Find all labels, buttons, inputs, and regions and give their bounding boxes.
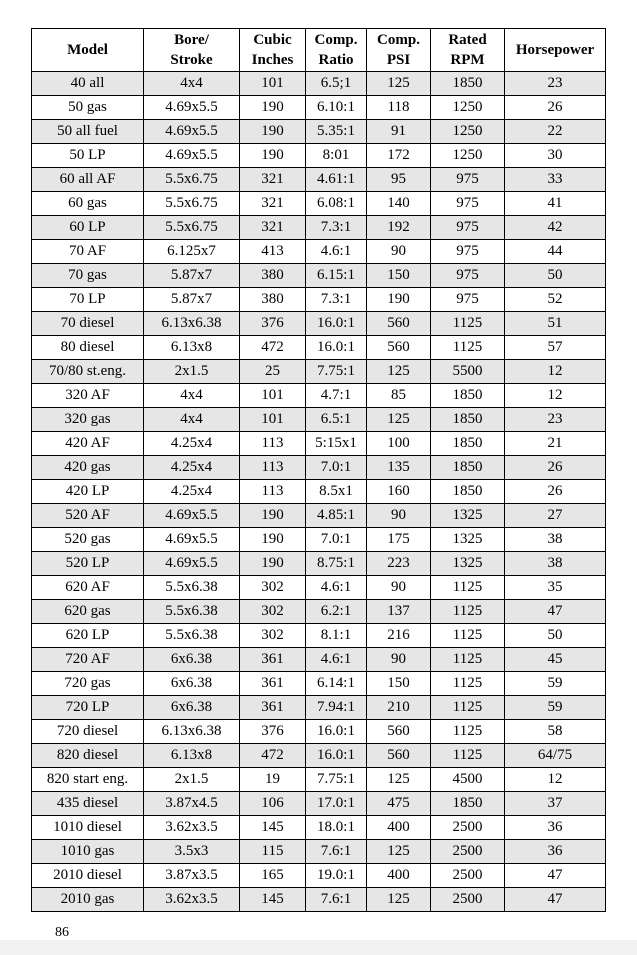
cell-comp-ratio: 16.0:1 bbox=[306, 336, 367, 360]
cell-model: 50 gas bbox=[32, 96, 144, 120]
table-row bbox=[32, 408, 606, 432]
cell-comp-psi: 400 bbox=[367, 864, 431, 888]
table-row bbox=[32, 168, 606, 192]
cell-rated-rpm: 1125 bbox=[431, 744, 505, 768]
header-horsepower: Horsepower bbox=[505, 29, 606, 72]
header-model: Model bbox=[32, 29, 144, 72]
cell-rated-rpm: 1125 bbox=[431, 576, 505, 600]
cell-bore-stroke: 5.87x7 bbox=[144, 288, 240, 312]
cell-comp-psi: 125 bbox=[367, 72, 431, 96]
cell-comp-psi: 90 bbox=[367, 504, 431, 528]
cell-comp-ratio: 4.6:1 bbox=[306, 240, 367, 264]
table-row bbox=[32, 624, 606, 648]
cell-comp-psi: 172 bbox=[367, 144, 431, 168]
cell-rated-rpm: 1325 bbox=[431, 528, 505, 552]
cell-model: 820 diesel bbox=[32, 744, 144, 768]
table-row bbox=[32, 72, 606, 96]
cell-comp-ratio: 6.5:1 bbox=[306, 408, 367, 432]
cell-horsepower: 36 bbox=[505, 840, 606, 864]
cell-rated-rpm: 975 bbox=[431, 240, 505, 264]
cell-cubic-inches: 472 bbox=[240, 744, 306, 768]
cell-rated-rpm: 1125 bbox=[431, 672, 505, 696]
cell-comp-psi: 85 bbox=[367, 384, 431, 408]
table-row bbox=[32, 672, 606, 696]
table-row bbox=[32, 528, 606, 552]
cell-model: 60 all AF bbox=[32, 168, 144, 192]
cell-comp-psi: 475 bbox=[367, 792, 431, 816]
header-rated-rpm: Rated RPM bbox=[431, 29, 505, 72]
cell-bore-stroke: 6.13x6.38 bbox=[144, 312, 240, 336]
table-row bbox=[32, 720, 606, 744]
table-row bbox=[32, 576, 606, 600]
cell-model: 70 diesel bbox=[32, 312, 144, 336]
table-row bbox=[32, 888, 606, 912]
table-row bbox=[32, 744, 606, 768]
cell-comp-psi: 560 bbox=[367, 744, 431, 768]
cell-horsepower: 52 bbox=[505, 288, 606, 312]
cell-horsepower: 12 bbox=[505, 384, 606, 408]
cell-cubic-inches: 361 bbox=[240, 696, 306, 720]
cell-model: 420 LP bbox=[32, 480, 144, 504]
cell-bore-stroke: 5.5x6.75 bbox=[144, 216, 240, 240]
cell-horsepower: 41 bbox=[505, 192, 606, 216]
cell-model: 60 LP bbox=[32, 216, 144, 240]
cell-rated-rpm: 1250 bbox=[431, 96, 505, 120]
cell-bore-stroke: 5.5x6.38 bbox=[144, 576, 240, 600]
cell-comp-ratio: 7.94:1 bbox=[306, 696, 367, 720]
engine-specifications-table bbox=[31, 28, 606, 912]
cell-rated-rpm: 4500 bbox=[431, 768, 505, 792]
cell-rated-rpm: 2500 bbox=[431, 888, 505, 912]
cell-rated-rpm: 2500 bbox=[431, 816, 505, 840]
cell-model: 320 gas bbox=[32, 408, 144, 432]
cell-rated-rpm: 1125 bbox=[431, 648, 505, 672]
cell-cubic-inches: 321 bbox=[240, 216, 306, 240]
cell-bore-stroke: 6.125x7 bbox=[144, 240, 240, 264]
cell-horsepower: 27 bbox=[505, 504, 606, 528]
cell-cubic-inches: 106 bbox=[240, 792, 306, 816]
cell-comp-psi: 125 bbox=[367, 888, 431, 912]
cell-horsepower: 59 bbox=[505, 696, 606, 720]
cell-bore-stroke: 4.25x4 bbox=[144, 480, 240, 504]
cell-rated-rpm: 1850 bbox=[431, 432, 505, 456]
cell-bore-stroke: 4.69x5.5 bbox=[144, 96, 240, 120]
cell-comp-ratio: 18.0:1 bbox=[306, 816, 367, 840]
cell-bore-stroke: 3.87x4.5 bbox=[144, 792, 240, 816]
cell-model: 2010 diesel bbox=[32, 864, 144, 888]
table-header-row bbox=[32, 29, 606, 72]
cell-comp-psi: 90 bbox=[367, 576, 431, 600]
cell-cubic-inches: 190 bbox=[240, 120, 306, 144]
cell-horsepower: 12 bbox=[505, 360, 606, 384]
cell-comp-psi: 100 bbox=[367, 432, 431, 456]
cell-comp-ratio: 16.0:1 bbox=[306, 312, 367, 336]
cell-cubic-inches: 19 bbox=[240, 768, 306, 792]
cell-rated-rpm: 1850 bbox=[431, 408, 505, 432]
cell-bore-stroke: 4.25x4 bbox=[144, 432, 240, 456]
cell-model: 40 all bbox=[32, 72, 144, 96]
cell-comp-psi: 175 bbox=[367, 528, 431, 552]
cell-rated-rpm: 1850 bbox=[431, 384, 505, 408]
cell-horsepower: 47 bbox=[505, 864, 606, 888]
cell-cubic-inches: 190 bbox=[240, 504, 306, 528]
cell-horsepower: 22 bbox=[505, 120, 606, 144]
page-number: 86 bbox=[55, 925, 69, 940]
cell-model: 520 gas bbox=[32, 528, 144, 552]
cell-cubic-inches: 361 bbox=[240, 648, 306, 672]
cell-horsepower: 58 bbox=[505, 720, 606, 744]
cell-bore-stroke: 3.5x3 bbox=[144, 840, 240, 864]
page-bottom-edge bbox=[0, 940, 637, 955]
cell-comp-ratio: 4.85:1 bbox=[306, 504, 367, 528]
cell-comp-ratio: 7.0:1 bbox=[306, 528, 367, 552]
cell-comp-ratio: 6.2:1 bbox=[306, 600, 367, 624]
cell-cubic-inches: 376 bbox=[240, 720, 306, 744]
cell-horsepower: 51 bbox=[505, 312, 606, 336]
cell-rated-rpm: 1125 bbox=[431, 600, 505, 624]
cell-cubic-inches: 413 bbox=[240, 240, 306, 264]
table-row bbox=[32, 264, 606, 288]
cell-comp-ratio: 7.0:1 bbox=[306, 456, 367, 480]
cell-comp-ratio: 6.5;1 bbox=[306, 72, 367, 96]
cell-rated-rpm: 975 bbox=[431, 216, 505, 240]
cell-bore-stroke: 6x6.38 bbox=[144, 648, 240, 672]
cell-comp-ratio: 6.14:1 bbox=[306, 672, 367, 696]
cell-rated-rpm: 975 bbox=[431, 264, 505, 288]
cell-horsepower: 44 bbox=[505, 240, 606, 264]
table-row bbox=[32, 96, 606, 120]
cell-comp-ratio: 4.61:1 bbox=[306, 168, 367, 192]
cell-model: 620 AF bbox=[32, 576, 144, 600]
cell-comp-psi: 560 bbox=[367, 720, 431, 744]
cell-comp-ratio: 16.0:1 bbox=[306, 744, 367, 768]
cell-model: 435 diesel bbox=[32, 792, 144, 816]
cell-bore-stroke: 4x4 bbox=[144, 408, 240, 432]
cell-cubic-inches: 145 bbox=[240, 816, 306, 840]
table-row bbox=[32, 360, 606, 384]
table-row bbox=[32, 456, 606, 480]
cell-comp-psi: 400 bbox=[367, 816, 431, 840]
cell-model: 70 LP bbox=[32, 288, 144, 312]
cell-bore-stroke: 6.13x8 bbox=[144, 744, 240, 768]
cell-horsepower: 23 bbox=[505, 72, 606, 96]
cell-model: 2010 gas bbox=[32, 888, 144, 912]
cell-model: 820 start eng. bbox=[32, 768, 144, 792]
cell-bore-stroke: 4.69x5.5 bbox=[144, 528, 240, 552]
cell-bore-stroke: 6x6.38 bbox=[144, 696, 240, 720]
cell-cubic-inches: 165 bbox=[240, 864, 306, 888]
cell-comp-ratio: 17.0:1 bbox=[306, 792, 367, 816]
cell-bore-stroke: 4.69x5.5 bbox=[144, 120, 240, 144]
cell-comp-ratio: 5:15x1 bbox=[306, 432, 367, 456]
cell-rated-rpm: 1125 bbox=[431, 336, 505, 360]
cell-rated-rpm: 975 bbox=[431, 168, 505, 192]
cell-rated-rpm: 1125 bbox=[431, 720, 505, 744]
cell-comp-psi: 140 bbox=[367, 192, 431, 216]
cell-bore-stroke: 5.5x6.38 bbox=[144, 624, 240, 648]
cell-model: 50 all fuel bbox=[32, 120, 144, 144]
cell-bore-stroke: 4.25x4 bbox=[144, 456, 240, 480]
cell-cubic-inches: 115 bbox=[240, 840, 306, 864]
cell-comp-psi: 95 bbox=[367, 168, 431, 192]
cell-rated-rpm: 1850 bbox=[431, 72, 505, 96]
cell-comp-psi: 125 bbox=[367, 840, 431, 864]
cell-comp-ratio: 7.3:1 bbox=[306, 288, 367, 312]
cell-cubic-inches: 361 bbox=[240, 672, 306, 696]
cell-comp-ratio: 8:01 bbox=[306, 144, 367, 168]
cell-cubic-inches: 302 bbox=[240, 600, 306, 624]
table-row bbox=[32, 552, 606, 576]
cell-horsepower: 57 bbox=[505, 336, 606, 360]
cell-rated-rpm: 5500 bbox=[431, 360, 505, 384]
cell-bore-stroke: 2x1.5 bbox=[144, 768, 240, 792]
cell-bore-stroke: 6.13x8 bbox=[144, 336, 240, 360]
table-row bbox=[32, 240, 606, 264]
cell-model: 80 diesel bbox=[32, 336, 144, 360]
cell-model: 420 gas bbox=[32, 456, 144, 480]
cell-cubic-inches: 190 bbox=[240, 528, 306, 552]
cell-cubic-inches: 376 bbox=[240, 312, 306, 336]
cell-model: 1010 diesel bbox=[32, 816, 144, 840]
table-row bbox=[32, 600, 606, 624]
cell-rated-rpm: 1850 bbox=[431, 456, 505, 480]
table-row bbox=[32, 120, 606, 144]
cell-comp-psi: 160 bbox=[367, 480, 431, 504]
cell-rated-rpm: 2500 bbox=[431, 864, 505, 888]
cell-rated-rpm: 1125 bbox=[431, 312, 505, 336]
cell-model: 520 AF bbox=[32, 504, 144, 528]
cell-bore-stroke: 3.87x3.5 bbox=[144, 864, 240, 888]
cell-horsepower: 33 bbox=[505, 168, 606, 192]
cell-comp-psi: 216 bbox=[367, 624, 431, 648]
cell-cubic-inches: 190 bbox=[240, 96, 306, 120]
cell-comp-ratio: 16.0:1 bbox=[306, 720, 367, 744]
cell-model: 720 diesel bbox=[32, 720, 144, 744]
cell-comp-psi: 150 bbox=[367, 672, 431, 696]
cell-comp-psi: 150 bbox=[367, 264, 431, 288]
cell-comp-ratio: 4.7:1 bbox=[306, 384, 367, 408]
cell-cubic-inches: 321 bbox=[240, 168, 306, 192]
cell-rated-rpm: 2500 bbox=[431, 840, 505, 864]
table-row bbox=[32, 792, 606, 816]
cell-bore-stroke: 5.87x7 bbox=[144, 264, 240, 288]
cell-horsepower: 30 bbox=[505, 144, 606, 168]
cell-comp-ratio: 7.75:1 bbox=[306, 768, 367, 792]
cell-comp-ratio: 8.75:1 bbox=[306, 552, 367, 576]
cell-bore-stroke: 6x6.38 bbox=[144, 672, 240, 696]
table-row bbox=[32, 384, 606, 408]
table-row bbox=[32, 696, 606, 720]
header-bore-stroke: Bore/ Stroke bbox=[144, 29, 240, 72]
cell-cubic-inches: 113 bbox=[240, 432, 306, 456]
cell-horsepower: 38 bbox=[505, 552, 606, 576]
cell-cubic-inches: 380 bbox=[240, 264, 306, 288]
cell-comp-ratio: 7.3:1 bbox=[306, 216, 367, 240]
cell-comp-psi: 125 bbox=[367, 408, 431, 432]
cell-model: 60 gas bbox=[32, 192, 144, 216]
cell-horsepower: 26 bbox=[505, 480, 606, 504]
cell-rated-rpm: 1125 bbox=[431, 696, 505, 720]
cell-horsepower: 35 bbox=[505, 576, 606, 600]
cell-rated-rpm: 1125 bbox=[431, 624, 505, 648]
header-comp-psi: Comp. PSI bbox=[367, 29, 431, 72]
cell-horsepower: 64/75 bbox=[505, 744, 606, 768]
cell-horsepower: 47 bbox=[505, 600, 606, 624]
table-row bbox=[32, 216, 606, 240]
cell-comp-psi: 135 bbox=[367, 456, 431, 480]
cell-rated-rpm: 975 bbox=[431, 192, 505, 216]
cell-horsepower: 36 bbox=[505, 816, 606, 840]
cell-horsepower: 50 bbox=[505, 624, 606, 648]
cell-model: 420 AF bbox=[32, 432, 144, 456]
cell-rated-rpm: 1325 bbox=[431, 552, 505, 576]
cell-horsepower: 50 bbox=[505, 264, 606, 288]
cell-cubic-inches: 101 bbox=[240, 72, 306, 96]
table-row bbox=[32, 504, 606, 528]
cell-horsepower: 38 bbox=[505, 528, 606, 552]
cell-rated-rpm: 975 bbox=[431, 288, 505, 312]
cell-model: 70 AF bbox=[32, 240, 144, 264]
cell-horsepower: 45 bbox=[505, 648, 606, 672]
cell-model: 720 AF bbox=[32, 648, 144, 672]
cell-horsepower: 47 bbox=[505, 888, 606, 912]
cell-comp-ratio: 19.0:1 bbox=[306, 864, 367, 888]
cell-comp-psi: 90 bbox=[367, 648, 431, 672]
table-row bbox=[32, 816, 606, 840]
cell-comp-psi: 90 bbox=[367, 240, 431, 264]
cell-comp-ratio: 6.10:1 bbox=[306, 96, 367, 120]
cell-model: 70/80 st.eng. bbox=[32, 360, 144, 384]
cell-rated-rpm: 1250 bbox=[431, 120, 505, 144]
cell-bore-stroke: 3.62x3.5 bbox=[144, 888, 240, 912]
cell-bore-stroke: 4x4 bbox=[144, 72, 240, 96]
table-row bbox=[32, 288, 606, 312]
cell-rated-rpm: 1325 bbox=[431, 504, 505, 528]
cell-cubic-inches: 101 bbox=[240, 408, 306, 432]
cell-horsepower: 12 bbox=[505, 768, 606, 792]
cell-bore-stroke: 2x1.5 bbox=[144, 360, 240, 384]
cell-bore-stroke: 3.62x3.5 bbox=[144, 816, 240, 840]
cell-horsepower: 23 bbox=[505, 408, 606, 432]
cell-comp-ratio: 7.6:1 bbox=[306, 840, 367, 864]
cell-comp-psi: 91 bbox=[367, 120, 431, 144]
cell-bore-stroke: 4.69x5.5 bbox=[144, 144, 240, 168]
cell-model: 70 gas bbox=[32, 264, 144, 288]
cell-comp-psi: 190 bbox=[367, 288, 431, 312]
cell-cubic-inches: 113 bbox=[240, 456, 306, 480]
cell-horsepower: 37 bbox=[505, 792, 606, 816]
cell-bore-stroke: 5.5x6.75 bbox=[144, 168, 240, 192]
cell-comp-ratio: 4.6:1 bbox=[306, 576, 367, 600]
table-row bbox=[32, 144, 606, 168]
cell-comp-ratio: 4.6:1 bbox=[306, 648, 367, 672]
cell-comp-psi: 223 bbox=[367, 552, 431, 576]
table-row bbox=[32, 840, 606, 864]
cell-bore-stroke: 4.69x5.5 bbox=[144, 504, 240, 528]
cell-cubic-inches: 101 bbox=[240, 384, 306, 408]
cell-horsepower: 21 bbox=[505, 432, 606, 456]
cell-cubic-inches: 321 bbox=[240, 192, 306, 216]
cell-cubic-inches: 380 bbox=[240, 288, 306, 312]
cell-comp-psi: 118 bbox=[367, 96, 431, 120]
cell-bore-stroke: 4x4 bbox=[144, 384, 240, 408]
table-row bbox=[32, 768, 606, 792]
header-comp-ratio: Comp. Ratio bbox=[306, 29, 367, 72]
cell-bore-stroke: 6.13x6.38 bbox=[144, 720, 240, 744]
cell-model: 620 gas bbox=[32, 600, 144, 624]
cell-model: 720 gas bbox=[32, 672, 144, 696]
table-body bbox=[32, 72, 606, 912]
cell-horsepower: 42 bbox=[505, 216, 606, 240]
cell-comp-ratio: 6.15:1 bbox=[306, 264, 367, 288]
cell-rated-rpm: 1850 bbox=[431, 792, 505, 816]
cell-comp-psi: 560 bbox=[367, 336, 431, 360]
cell-comp-ratio: 7.6:1 bbox=[306, 888, 367, 912]
cell-comp-psi: 137 bbox=[367, 600, 431, 624]
cell-cubic-inches: 302 bbox=[240, 624, 306, 648]
cell-horsepower: 59 bbox=[505, 672, 606, 696]
table-row bbox=[32, 648, 606, 672]
cell-model: 720 LP bbox=[32, 696, 144, 720]
cell-horsepower: 26 bbox=[505, 456, 606, 480]
cell-rated-rpm: 1850 bbox=[431, 480, 505, 504]
cell-comp-ratio: 7.75:1 bbox=[306, 360, 367, 384]
cell-cubic-inches: 145 bbox=[240, 888, 306, 912]
cell-model: 320 AF bbox=[32, 384, 144, 408]
cell-bore-stroke: 5.5x6.75 bbox=[144, 192, 240, 216]
cell-comp-ratio: 5.35:1 bbox=[306, 120, 367, 144]
table-row bbox=[32, 864, 606, 888]
table-row bbox=[32, 192, 606, 216]
table-row bbox=[32, 336, 606, 360]
cell-cubic-inches: 190 bbox=[240, 552, 306, 576]
cell-cubic-inches: 472 bbox=[240, 336, 306, 360]
cell-horsepower: 26 bbox=[505, 96, 606, 120]
cell-rated-rpm: 1250 bbox=[431, 144, 505, 168]
cell-model: 50 LP bbox=[32, 144, 144, 168]
cell-cubic-inches: 190 bbox=[240, 144, 306, 168]
cell-model: 1010 gas bbox=[32, 840, 144, 864]
table-row bbox=[32, 480, 606, 504]
cell-comp-psi: 560 bbox=[367, 312, 431, 336]
cell-comp-psi: 192 bbox=[367, 216, 431, 240]
cell-cubic-inches: 302 bbox=[240, 576, 306, 600]
cell-model: 520 LP bbox=[32, 552, 144, 576]
cell-bore-stroke: 4.69x5.5 bbox=[144, 552, 240, 576]
cell-cubic-inches: 25 bbox=[240, 360, 306, 384]
cell-comp-psi: 125 bbox=[367, 360, 431, 384]
cell-comp-psi: 125 bbox=[367, 768, 431, 792]
cell-comp-ratio: 8.5x1 bbox=[306, 480, 367, 504]
cell-model: 620 LP bbox=[32, 624, 144, 648]
cell-comp-psi: 210 bbox=[367, 696, 431, 720]
cell-cubic-inches: 113 bbox=[240, 480, 306, 504]
table-row bbox=[32, 312, 606, 336]
table-row bbox=[32, 432, 606, 456]
cell-comp-ratio: 6.08:1 bbox=[306, 192, 367, 216]
cell-comp-ratio: 8.1:1 bbox=[306, 624, 367, 648]
header-cubic-inches: Cubic Inches bbox=[240, 29, 306, 72]
cell-bore-stroke: 5.5x6.38 bbox=[144, 600, 240, 624]
